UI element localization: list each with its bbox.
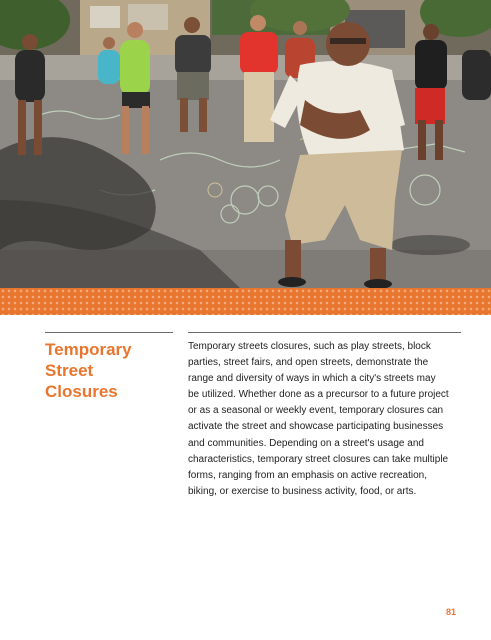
body-line: activate the street and showcase participating businesses — [188, 421, 444, 433]
heading-divider — [45, 332, 173, 333]
body-line: Temporary streets closures, such as play streets, block — [188, 341, 431, 352]
body-line: and communities. Depending on a street's usage and — [188, 437, 424, 449]
body-line: forms, ranging from an emphasis on active recreation, — [188, 469, 427, 481]
page-number: 81 — [446, 607, 457, 617]
body-divider — [188, 332, 461, 333]
body-line: or as a seasonal or weekly event, temporary closures can — [188, 405, 444, 417]
section-heading — [45, 339, 175, 402]
body-paragraph — [188, 339, 464, 500]
body-line: be utilized. Whether done as a precursor to a future project — [188, 389, 449, 401]
body-line: biking, or exercise to business activity, food, or arts. — [188, 485, 417, 497]
body-line: parties, street fairs, and open streets, demonstrate the — [188, 357, 429, 369]
body-line: characteristics, temporary street closures can take multiple — [188, 453, 449, 465]
heading-line: Temporary — [45, 340, 132, 359]
orange-dotted-band — [0, 288, 491, 315]
body-line: range and diversity of ways in which a city's streets may — [188, 373, 436, 385]
street-dance-photo — [0, 0, 491, 288]
heading-line: Street — [45, 361, 94, 380]
heading-line: Closures — [45, 382, 118, 401]
